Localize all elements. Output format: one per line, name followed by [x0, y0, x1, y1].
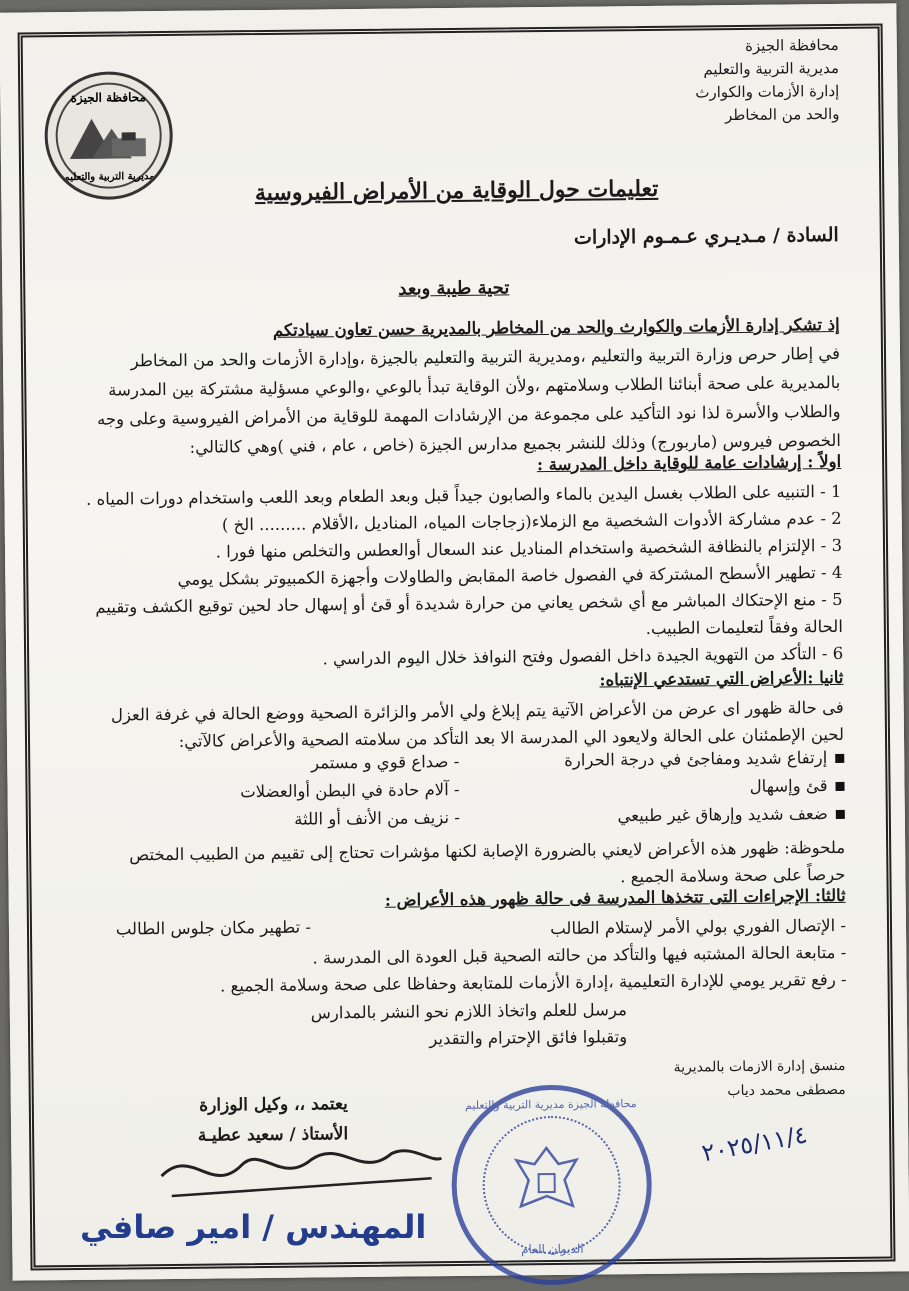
approval-line: يعتمد ،، وكيل الوزارة	[199, 1094, 348, 1116]
watermark: المهندس / امير صافي	[80, 1208, 427, 1246]
letterhead-line: محافظة الجيزة	[745, 35, 839, 55]
symptom-item: إرتفاع شديد ومفاجئ في درجة الحرارة	[564, 744, 844, 775]
letterhead-line: مديرية التربية والتعليم	[703, 58, 840, 79]
bullet-icon	[836, 810, 845, 819]
coordinator	[674, 1054, 846, 1104]
list-item: 4 - تطهير الأسطح المشتركة في الفصول خاصة المقابض والطاولات وأجهزة الكمبيوتر بشكل يومي	[177, 562, 843, 589]
intro-line: بالمديرية على صحة أبنائنا الطلاب وسلامتهم ،ولأن الوقاية تبدأ بالوعي ،والوعي مسؤلية مشتركة بين المدرسة	[108, 372, 841, 400]
letterhead-line: إدارة الأزمات والكوارث	[695, 81, 840, 102]
section2-heading: ثانيا :الأعراض التي تستدعي الإنتباه:	[599, 667, 844, 690]
note-line: حرصاً على صحة وسلامة الجميع .	[620, 864, 846, 887]
document-title: تعليمات حول الوقاية من الأمراض الفيروسية	[254, 175, 659, 207]
stamp-bottom-text: الديوان العام	[520, 1241, 584, 1257]
closing	[311, 996, 628, 1053]
list-item: - رفع تقرير يومي للإدارة التعليمية ،إدارة الأزمات للمتابعة وحفاظا على صحة وسلامة الجميع .	[219, 969, 847, 996]
symptom-item: قئ وإسهال	[564, 772, 844, 803]
list-item: - متابعة الحالة المشتبه فيها والتأكد من حالته الصحية قبل العودة الى المدرسة .	[312, 942, 847, 968]
intro-line: إذ تشكر إدارة الأزمات والكوارث والحد من المخاطر بالمديرية حسن تعاون سيادتكم	[272, 314, 840, 340]
bullet-icon	[835, 782, 844, 791]
intro-paragraph	[96, 310, 841, 463]
greeting: تحية طيبة وبعد	[398, 277, 510, 300]
document-page	[0, 3, 909, 1280]
approval-signatory: الأستاذ / سعيد عطيـة	[197, 1124, 349, 1146]
list-item: 5 - منع الإحتكاك المباشر مع أي شخص يعاني من حرارة شديدة أو قئ أو إسهال حاد لحين توقيع الكشف وتقييم	[95, 589, 843, 617]
list-item: - الإتصال الفوري بولي الأمر لإستلام الطالب	[550, 915, 847, 939]
intro-line: في إطار حرص وزارة التربية والتعليم ،ومديرية التربية والتعليم بالجيزة ،وإدارة الأزمات والحد من المخاطر	[130, 343, 841, 371]
stamp-top-text: محافظة الجيزة مديرية التربية والتعليم	[464, 1097, 637, 1112]
letterhead	[695, 34, 840, 128]
symptoms-left	[240, 748, 460, 834]
list-item: 3 - الإلتزام بالنظافة الشخصية واستخدام المناديل عند السعال أوالعطس والتخلص منها فورا .	[215, 535, 843, 562]
eagle-emblem-icon	[506, 1140, 587, 1221]
section3-extra: - تطهير مكان جلوس الطالب	[115, 917, 312, 939]
section2-line: فى حالة ظهور اى عرض من الأعراض الآتية يتم إبلاغ ولي الأمر والزائرة الصحية ووضع الحالة في غرفة العزل	[110, 697, 844, 725]
intro-line: الخصوص فيروس (ماربورج) وذلك للنشر بجميع مدارس الجيزة (خاص ، عام ، فني )وهي كالتالي:	[189, 430, 842, 457]
section1-heading: اولاً : إرشادات عامة للوقاية داخل المدرسة :	[536, 451, 842, 475]
governorate-logo	[44, 71, 173, 200]
handwritten-date: ٢٠٢٥/١١/٤	[699, 1120, 810, 1168]
logo-top-text: محافظة الجيزة	[70, 90, 146, 105]
symptom-item: - نزيف من الأنف أو اللثة	[294, 807, 460, 829]
list-item: الحالة وفقاً لتعليمات الطبيب.	[645, 616, 843, 638]
letterhead-line: والحد من المخاطر	[724, 104, 840, 125]
section3-list	[219, 912, 846, 1000]
closing-line: وتقبلوا فائق الإحترام والتقدير	[429, 1027, 628, 1049]
official-stamp	[451, 1084, 653, 1286]
bullet-icon	[835, 754, 844, 763]
list-item: 1 - التنبيه على الطلاب بغسل اليدين بالماء والصابون جيداً قبل وبعد الطعام وبعد اللعب واستخدام دورات المياه .	[85, 481, 842, 509]
list-item: 2 - عدم مشاركة الأدوات الشخصية مع الزملاء(زجاجات المياه، المناديل ،الأقلام ......... الخ )	[221, 508, 842, 535]
section3-heading: ثالثا: الإجراءات التى تتخذها المدرسة فى حالة ظهور هذه الأعراض :	[384, 885, 846, 910]
addressee: السادة / مـديـري عـمـوم الإدارات	[573, 223, 839, 249]
logo-bottom-text: مديرية التربية والتعليم	[63, 171, 155, 184]
list-item: 6 - التأكد من التهوية الجيدة داخل الفصول وفتح النوافذ خلال اليوم الدراسي .	[322, 643, 844, 669]
symptom-item: - آلام حادة في البطن أوالعضلات	[240, 779, 460, 802]
section1-list	[86, 478, 843, 675]
symptom-item: ضعف شديد وإرهاق غير طبيعي	[565, 800, 845, 831]
section2-line: لحين الإطمئنان على الحالة ولايعود الي المدرسة الا بعد التأكد من سلامته الصحية والأعراض كالآتي:	[178, 724, 845, 751]
note-line: ملحوظة: ظهور هذه الأعراض لايعني بالضرورة الإصابة لكنها مؤشرات تحتاج إلى تقييم من الطبيب المختص	[129, 837, 846, 865]
closing-line: مرسل للعلم واتخاذ اللازم نحو النشر بالمدارس	[310, 1000, 627, 1023]
symptoms-right	[564, 744, 845, 831]
signature-icon	[151, 1133, 452, 1216]
coordinator-name: مصطفى محمد دياب	[727, 1081, 846, 1100]
symptom-item: - صداع قوي و مستمر	[311, 751, 460, 773]
coordinator-title: منسق إدارة الازمات بالمديرية	[673, 1057, 846, 1076]
intro-line: والطلاب والأسرة لذا نود التأكيد على مجموعة من الإرشادات المهمة للوقاية من الأمراض الفيروسية وعلى وجه	[96, 401, 841, 429]
